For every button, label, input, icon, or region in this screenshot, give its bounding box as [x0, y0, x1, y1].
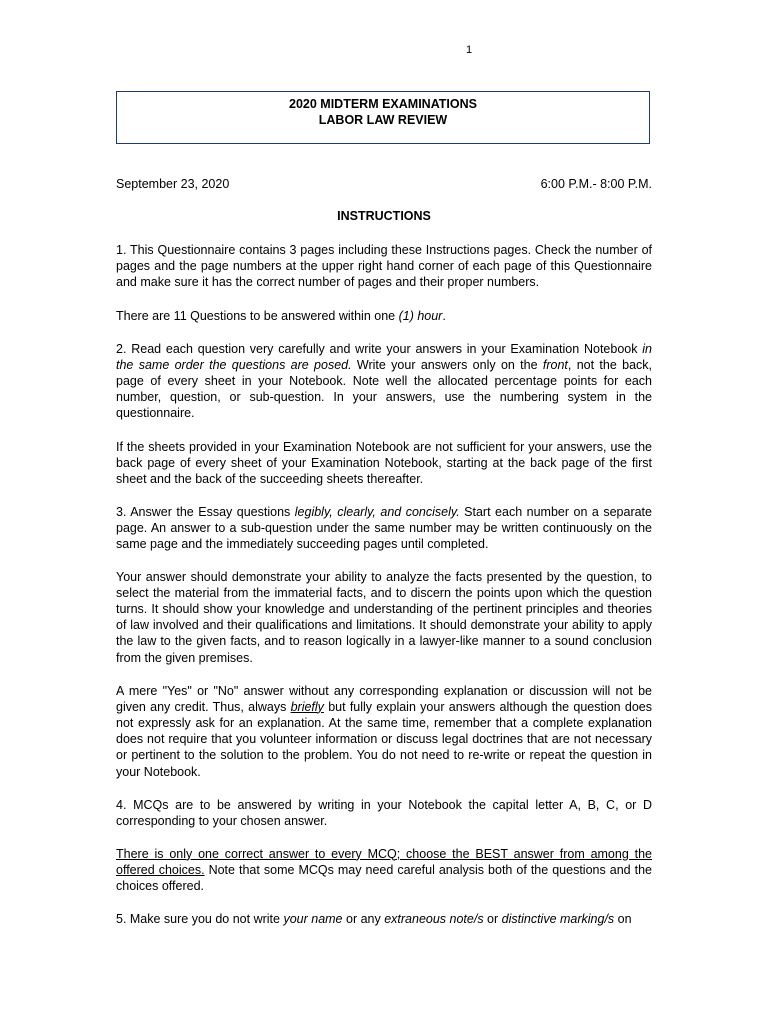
exam-date: September 23, 2020: [116, 177, 230, 191]
exam-subject: LABOR LAW REVIEW: [318, 113, 448, 127]
instruction-paragraph-2: There are 11 Questions to be answered within one (1) hour.: [116, 308, 446, 323]
instruction-paragraph-4: If the sheets provided in your Examination Notebook are not sufficient for your answers, use the back page of every sheet of your Examination Notebook, starting at the back page of the first sheet and the back of the succeeding sheets thereafter.: [116, 439, 652, 486]
instruction-paragraph-1: 1. This Questionnaire contains 3 pages including these Instructions pages. Check the number of pages and the page numbers at the upper right hand corner of each page of this Questionnaire and make sure it has the correct number of pages and their proper numbers.: [116, 242, 652, 289]
page-number: 1: [465, 44, 473, 56]
exam-time: 6:00 P.M.- 8:00 P.M.: [540, 177, 652, 191]
instruction-paragraph-7: A mere "Yes" or "No" answer without any corresponding explanation or discussion will not be given any credit. Thus, always briefly but fully explain your answers although the question does not expressly ask for an explanation. At the same time, remember that a complete explanation does not require that you volunteer information or discuss legal doctrines that are not necessary or pertinent to the solution to the problem. You do not need to re-write or repeat the question in your Notebook.: [116, 683, 652, 779]
instruction-paragraph-8: 4. MCQs are to be answered by writing in your Notebook the capital letter A, B, C, or D corresponding to your chosen answer.: [116, 797, 652, 828]
exam-title: 2020 MIDTERM EXAMINATIONS: [289, 97, 477, 111]
instruction-paragraph-6: Your answer should demonstrate your ability to analyze the facts presented by the question, to select the material from the immaterial facts, and to discern the points upon which the question turns. It should show your knowledge and understanding of the pertinent principles and theories of law involved and their qualifications and limitations. It should demonstrate your ability to apply the law to the given facts, and to reason logically in a lawyer-like manner to a sound conclusion from the given premises.: [116, 569, 652, 665]
instruction-paragraph-3: 2. Read each question very carefully and write your answers in your Examination Notebook in the same order the questions are posed. Write your answers only on the front, not the back, page of every sheet in your Notebook. Note well the allocated percentage points for each number, question, or sub-question. In your answers, use the numbering system in the questionnaire.: [116, 341, 652, 421]
instruction-paragraph-5: 3. Answer the Essay questions legibly, clearly, and concisely. Start each number on a separate page. An answer to a sub-question under the same number may be written continuously on the same page and the immediately succeeding pages until completed.: [116, 504, 652, 551]
instruction-paragraph-9: There is only one correct answer to every MCQ; choose the BEST answer from among the offered choices. Note that some MCQs may need careful analysis both of the questions and the choices offered.: [116, 846, 652, 893]
instructions-heading: INSTRUCTIONS: [337, 209, 431, 223]
instruction-paragraph-10: 5. Make sure you do not write your name or any extraneous note/s or distinctive marking/s on: [116, 911, 632, 926]
exam-title-box: [116, 91, 650, 144]
